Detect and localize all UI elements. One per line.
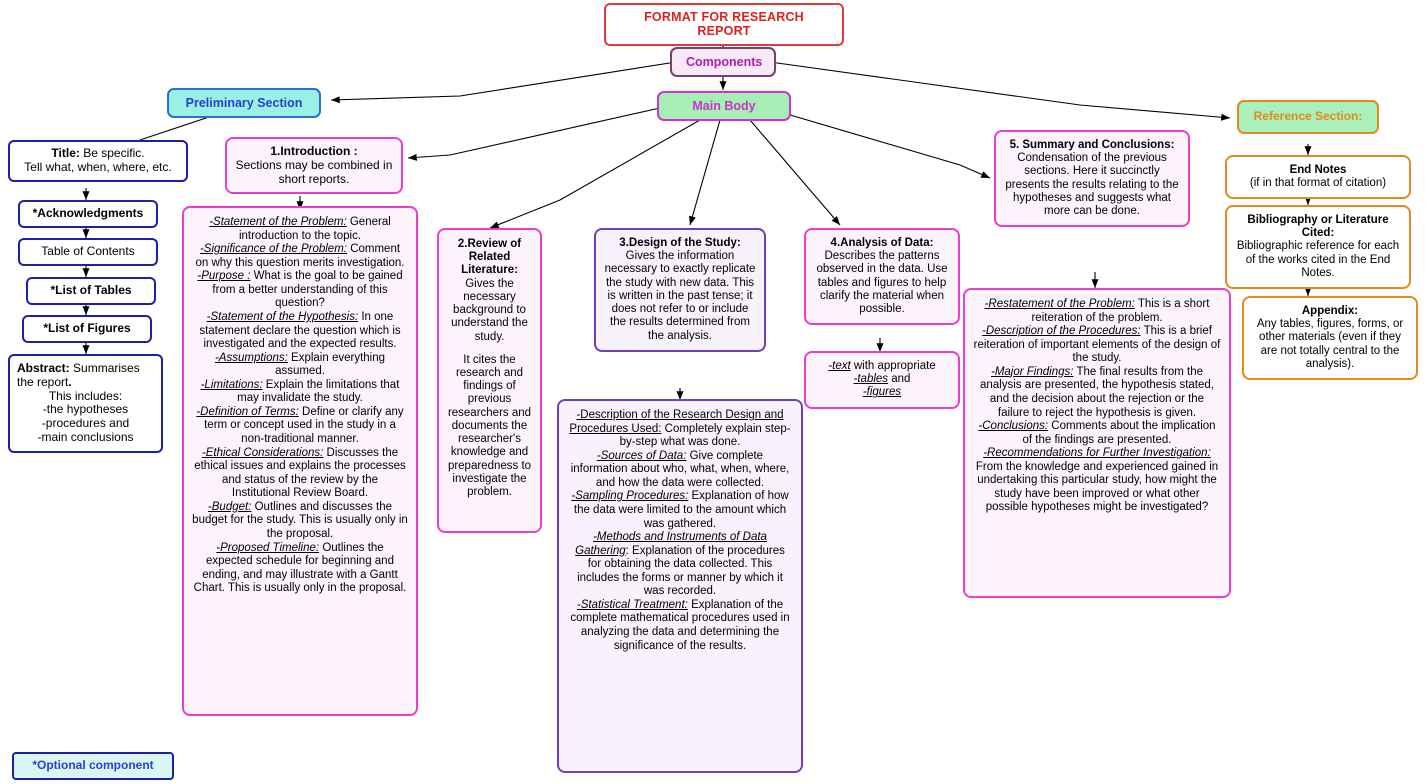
node-bibliography[interactable] xyxy=(1225,205,1411,289)
end-notes-heading: End Notes xyxy=(1289,164,1347,176)
summary-detail-3-text: Comments about the implication of the findings are presented. xyxy=(1022,420,1216,446)
design-detail-0-label: -Description of the Research Design and Procedures Used: xyxy=(569,409,784,435)
list-of-tables-label: *List of Tables xyxy=(50,283,132,297)
intro-detail-4-text: Explain everything assumed. xyxy=(275,351,386,378)
design-detail-3-text: : Explanation of the procedures for obtaining the data collected. This includes the forms or manner by which it was recorded. xyxy=(577,544,785,598)
abstract-item-1: -procedures and xyxy=(41,416,130,431)
bibliography-heading: Bibliography or Literature Cited: xyxy=(1247,214,1389,240)
summary-detail-1-text: This is a brief reiteration of important elements of the design of the study. xyxy=(973,325,1221,365)
node-analysis-of-data[interactable] xyxy=(804,228,960,325)
intro-detail-7-text: Discusses the ethical issues and explains the processes and status of the review by the Institutional Review Board. xyxy=(194,446,406,500)
intro-detail-8-text: Outlines and discusses the budget for the study. This is usually only in the proposal. xyxy=(192,500,408,540)
intro-detail-1-label: -Significance of the Problem: xyxy=(199,243,347,256)
review-heading: 2.Review of Related Literature: xyxy=(457,238,522,277)
node-introduction-details[interactable] xyxy=(182,206,418,716)
abstract-item-2: -main conclusions xyxy=(37,429,134,444)
summary-text: Condensation of the previous sections. Here it succinctly presents the results relating to the hypotheses and suggests what more can be done. xyxy=(1005,152,1179,218)
design-detail-3-label: -Methods and Instruments of Data Gathering xyxy=(575,531,767,557)
intro-detail-0-label: -Statement of the Problem: xyxy=(209,216,347,228)
analysis-detail-tables-label: -tables xyxy=(853,373,889,386)
intro-detail-6-label: -Definition of Terms: xyxy=(196,405,299,418)
design-detail-4-text: Explanation of the complete mathematical procedures used in analyzing the data and determining the significance of the results. xyxy=(570,598,790,652)
node-design-details[interactable] xyxy=(557,399,803,773)
analysis-detail-figures-label: -figures xyxy=(862,386,902,399)
design-text: Gives the information necessary to exactly replicate the study with new data. This is written in the past tense; it does not refer to or include the results determined from the analysis. xyxy=(604,250,756,342)
node-summary-details[interactable] xyxy=(963,288,1231,598)
summary-detail-4-label: -Recommendations for Further Investigation: xyxy=(983,447,1211,460)
node-main-body[interactable] xyxy=(657,91,791,121)
summary-detail-2-text: The final results from the analysis are presented, the hypothesis stated, and the decision about the rejection or the failure to reject the hypothesis is given. xyxy=(980,365,1214,419)
analysis-heading: 4.Analysis of Data: xyxy=(830,237,934,249)
summary-detail-1-label: -Description of the Procedures: xyxy=(982,325,1141,338)
analysis-detail-text-text: with appropriate xyxy=(853,360,936,372)
title-node-text: Be specific. xyxy=(83,146,145,160)
intro-detail-3-text: In one statement declare the question which is investigated and the expected results. xyxy=(199,310,401,351)
summary-detail-0-label: -Restatement of the Problem: xyxy=(984,298,1135,310)
title-node-label: Title: xyxy=(51,146,80,160)
node-reference-label: Reference Section: xyxy=(1253,109,1363,123)
design-detail-1-label: -Sources of Data: xyxy=(596,449,687,462)
design-detail-4-label: -Statistical Treatment: xyxy=(576,598,688,611)
intro-detail-2-label: -Purpose : xyxy=(197,270,251,283)
analysis-detail-tables-text: and xyxy=(891,373,911,386)
abstract-text: Summarises the report xyxy=(17,361,140,389)
analysis-text: Describes the patterns observed in the data. Use tables and figures to help clarify the material when possible. xyxy=(816,250,948,316)
design-detail-1-text: Give complete information about who, what, when, where, and how the data were collected. xyxy=(570,449,790,489)
intro-detail-1-text: Comment on why this question merits investigation. xyxy=(195,243,405,269)
design-detail-2-text: Explanation of how the data were limited to the amount which was gathered. xyxy=(573,490,789,530)
node-title-label: FORMAT FOR RESEARCH REPORT xyxy=(644,10,804,39)
intro-detail-6-text: Define or clarify any term or concept used in the study in a non-traditional manner. xyxy=(204,405,404,445)
summary-detail-3-label: -Conclusions: xyxy=(978,420,1049,433)
node-review-of-related-literature[interactable] xyxy=(437,228,542,533)
node-list-of-figures[interactable] xyxy=(22,315,152,343)
node-preliminary-section[interactable] xyxy=(167,88,321,118)
intro-detail-5-label: -Limitations: xyxy=(200,378,263,391)
node-end-notes[interactable] xyxy=(1225,155,1411,199)
intro-detail-9-text: Outlines the expected schedule for beginning and ending, and may illustrate with a Gantt Chart. This is usually only in the proposal. xyxy=(193,541,407,595)
analysis-detail-text-label: -text xyxy=(828,360,851,372)
intro-detail-3-label: -Statement of the Hypothesis: xyxy=(206,310,359,323)
acknowledgments-label: *Acknowledgments xyxy=(32,206,144,220)
design-heading: 3.Design of the Study: xyxy=(619,237,741,249)
node-optional-component-legend xyxy=(12,752,174,780)
node-design-of-the-study[interactable] xyxy=(594,228,766,352)
node-summary-and-conclusions[interactable] xyxy=(994,130,1190,227)
introduction-text: Sections may be combined in short reports. xyxy=(235,157,393,186)
optional-component-label: *Optional component xyxy=(32,758,154,772)
abstract-includes-label: This includes: xyxy=(48,388,123,403)
intro-detail-7-label: -Ethical Considerations: xyxy=(201,446,324,459)
intro-detail-0-text: General introduction to the topic. xyxy=(238,216,391,242)
node-acknowledgments[interactable] xyxy=(18,200,158,228)
intro-detail-8-label: -Budget: xyxy=(207,500,252,513)
node-list-of-tables[interactable] xyxy=(26,277,156,305)
bibliography-text: Bibliographic reference for each of the works cited in the End Notes. xyxy=(1236,240,1400,279)
node-analysis-details[interactable] xyxy=(804,351,960,409)
node-preliminary-label: Preliminary Section xyxy=(185,96,303,110)
intro-detail-4-label: -Assumptions: xyxy=(214,351,288,364)
node-components[interactable] xyxy=(670,47,776,77)
node-introduction[interactable] xyxy=(225,137,403,194)
summary-detail-2-label: -Major Findings: xyxy=(990,365,1074,378)
summary-detail-0-text: This is a short reiteration of the problem. xyxy=(1031,298,1210,324)
node-abstract[interactable]: Abstract: Summarises the report. This includes: -the hypotheses -procedures and -main conclusions xyxy=(8,354,163,453)
node-appendix[interactable] xyxy=(1242,296,1418,380)
node-format-for-research-report[interactable] xyxy=(604,3,844,46)
abstract-label: Abstract: xyxy=(17,361,70,375)
node-title-be-specific[interactable] xyxy=(8,140,188,182)
node-components-label: Components xyxy=(686,55,763,69)
node-reference-section[interactable] xyxy=(1237,100,1379,134)
appendix-text: Any tables, figures, forms, or other materials (even if they are not totally central to the analysis). xyxy=(1256,318,1404,370)
introduction-heading: 1.Introduction : xyxy=(270,144,358,158)
intro-detail-2-text: What is the goal to be gained from a better understanding of this question? xyxy=(212,270,403,310)
intro-detail-9-label: -Proposed Timeline: xyxy=(216,541,320,554)
summary-detail-4-text: From the knowledge and experienced gained in undertaking this particular study, how might the study have been improved or what other possible hypotheses might be investigated? xyxy=(975,460,1219,514)
intro-detail-5-text: Explain the limitations that may invalidate the study. xyxy=(237,378,400,405)
appendix-heading: Appendix: xyxy=(1301,305,1359,317)
design-detail-0-text: Completely explain step-by-step what was done. xyxy=(619,422,791,449)
summary-heading: 5. Summary and Conclusions: xyxy=(1009,139,1175,151)
list-of-figures-label: *List of Figures xyxy=(43,321,131,335)
node-table-of-contents[interactable] xyxy=(18,238,158,266)
end-notes-text: (if in that format of citation) xyxy=(1249,177,1387,190)
design-detail-2-label: -Sampling Procedures: xyxy=(571,490,689,503)
node-main-body-label: Main Body xyxy=(692,99,756,113)
table-of-contents-label: Table of Contents xyxy=(41,244,135,258)
abstract-item-0: -the hypotheses xyxy=(42,402,129,417)
review-text2: It cites the research and findings of previous researchers and documents the researcher's knowledge and preparedness to investigate the problem. xyxy=(447,353,532,498)
title-node-text2: Tell what, when, where, etc. xyxy=(24,159,172,174)
review-text1: Gives the necessary background to understand the study. xyxy=(451,277,528,343)
